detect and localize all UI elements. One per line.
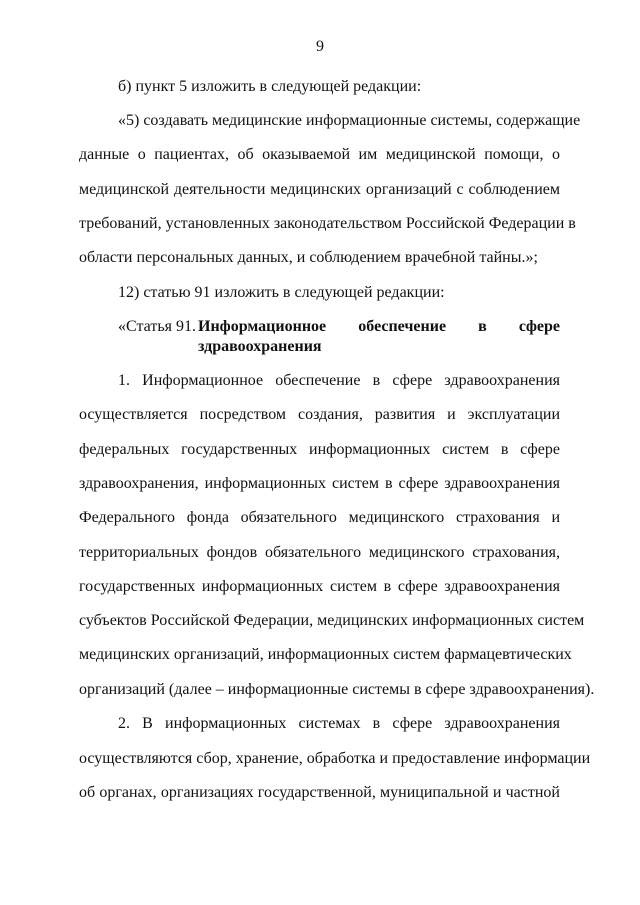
text-line: территориальных фондов обязательного медицинского страхования, xyxy=(79,544,560,561)
text-line: медицинских организаций, информационных систем фармацевтических xyxy=(79,646,572,663)
text-line: субъектов Российской Федерации, медицинских информационных систем xyxy=(79,612,585,629)
text-line: б) пункт 5 изложить в следующей редакции: xyxy=(118,78,422,95)
text-line: организаций (далее – информационные системы в сфере здравоохранения). xyxy=(79,681,595,698)
text-line: требований, установленных законодательством Российской Федерации в xyxy=(79,215,576,232)
text-line: осуществляется посредством создания, развития и эксплуатации xyxy=(79,406,560,423)
text-line: «5) создавать медицинские информационные системы, содержащие xyxy=(118,112,581,129)
text-line: здравоохранения, информационных систем в сфере здравоохранения xyxy=(79,475,560,492)
text-line: осуществляются сбор, хранение, обработка и предоставление информации xyxy=(79,750,591,767)
text-line: 1. Информационное обеспечение в сфере здравоохранения xyxy=(118,372,560,389)
text-line: 2. В информационных системах в сфере здравоохранения xyxy=(118,715,560,732)
text-line: государственных информационных систем в сфере здравоохранения xyxy=(79,578,560,595)
article-heading-title xyxy=(198,317,560,357)
text-line: области персональных данных, и соблюдением врачебной тайны.»; xyxy=(79,249,538,266)
text-line: федеральных государственных информационных систем в сфере xyxy=(79,441,560,458)
text-line: об органах, организациях государственной, муниципальной и частной xyxy=(79,784,560,801)
article-heading-title-line: здравоохранения xyxy=(198,338,322,355)
text-line: медицинской деятельности медицинских организаций с соблюдением xyxy=(79,181,560,198)
article-heading-prefix: «Статья 91. xyxy=(118,318,196,335)
text-line: 12) статью 91 изложить в следующей редакции: xyxy=(118,284,445,301)
page-number: 9 xyxy=(316,38,324,55)
text-line: данные о пациентах, об оказываемой им медицинской помощи, о xyxy=(79,146,560,163)
article-heading-title-line: Информационное обеспечение в сфере xyxy=(198,318,560,335)
text-line: Федерального фонда обязательного медицинского страхования и xyxy=(79,509,560,526)
